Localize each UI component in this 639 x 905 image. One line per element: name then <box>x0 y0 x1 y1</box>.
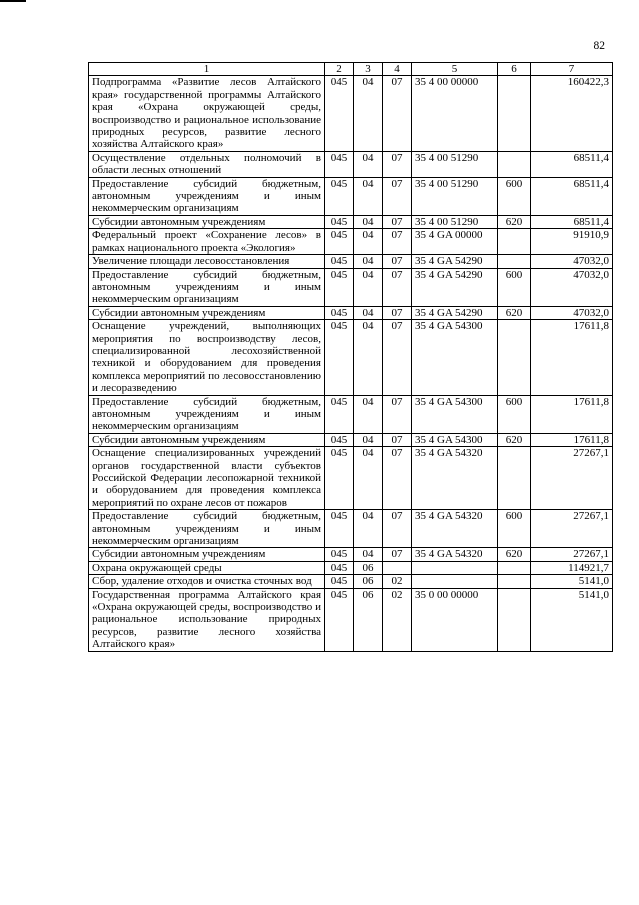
row-name-cell: Государственная программа Алтайского края «Охрана окружающей среды, воспроизводство и рациональное использование природных ресурсов, развитие лесного хозяйства Алтайского края» <box>89 588 325 651</box>
expense-type-cell <box>498 447 531 510</box>
row-name-cell: Увеличение площади лесовосстановления <box>89 255 325 268</box>
row-name-cell: Предоставление субсидий бюджетным, автономным учреждениям и иным некоммерческим организациям <box>89 510 325 548</box>
row-name-cell: Сбор, удаление отходов и очистка сточных вод <box>89 575 325 588</box>
grbs-code-cell: 045 <box>325 320 354 395</box>
target-article-cell: 35 4 00 00000 <box>412 76 498 151</box>
subsection-code-cell <box>383 561 412 574</box>
row-name-cell: Субсидии автономным учреждениям <box>89 433 325 446</box>
expense-type-cell <box>498 588 531 651</box>
section-code-cell: 04 <box>354 447 383 510</box>
row-name-cell: Предоставление субсидий бюджетным, автономным учреждениям и иным некоммерческим организациям <box>89 268 325 306</box>
table-row <box>89 76 613 151</box>
amount-cell: 5141,0 <box>531 575 613 588</box>
target-article-cell: 35 4 GA 54290 <box>412 268 498 306</box>
section-code-cell: 06 <box>354 561 383 574</box>
subsection-code-cell: 07 <box>383 76 412 151</box>
target-article-cell: 35 4 GA 54320 <box>412 548 498 561</box>
row-name-cell: Федеральный проект «Сохранение лесов» в рамках национального проекта «Экология» <box>89 229 325 255</box>
section-code-cell: 04 <box>354 177 383 215</box>
target-article-cell: 35 4 GA 54320 <box>412 510 498 548</box>
amount-cell: 17611,8 <box>531 433 613 446</box>
row-name-cell: Охрана окружающей среды <box>89 561 325 574</box>
table-row <box>89 588 613 651</box>
expense-type-cell <box>498 575 531 588</box>
table-row <box>89 268 613 306</box>
grbs-code-cell: 045 <box>325 548 354 561</box>
table-row <box>89 320 613 395</box>
target-article-cell: 35 4 GA 00000 <box>412 229 498 255</box>
subsection-code-cell: 07 <box>383 268 412 306</box>
page-number: 82 <box>593 40 605 52</box>
table-row <box>89 561 613 574</box>
section-code-cell: 06 <box>354 588 383 651</box>
expense-type-cell: 600 <box>498 268 531 306</box>
table-row <box>89 177 613 215</box>
target-article-cell: 35 4 00 51290 <box>412 151 498 177</box>
section-code-cell: 04 <box>354 510 383 548</box>
table-row <box>89 151 613 177</box>
amount-cell: 68511,4 <box>531 151 613 177</box>
column-header: 5 <box>412 63 498 76</box>
target-article-cell: 35 4 GA 54300 <box>412 395 498 433</box>
subsection-code-cell: 07 <box>383 151 412 177</box>
table-row <box>89 306 613 319</box>
amount-cell: 17611,8 <box>531 395 613 433</box>
header-row <box>89 63 613 76</box>
section-code-cell: 04 <box>354 320 383 395</box>
table-row <box>89 215 613 228</box>
table-row <box>89 575 613 588</box>
column-header: 2 <box>325 63 354 76</box>
expense-type-cell: 600 <box>498 177 531 215</box>
expense-type-cell <box>498 229 531 255</box>
target-article-cell <box>412 561 498 574</box>
section-code-cell: 04 <box>354 306 383 319</box>
grbs-code-cell: 045 <box>325 215 354 228</box>
target-article-cell: 35 4 GA 54300 <box>412 433 498 446</box>
scan-edge-mark <box>0 0 26 2</box>
grbs-code-cell: 045 <box>325 588 354 651</box>
amount-cell: 68511,4 <box>531 177 613 215</box>
section-code-cell: 04 <box>354 433 383 446</box>
row-name-cell: Предоставление субсидий бюджетным, автономным учреждениям и иным некоммерческим организациям <box>89 395 325 433</box>
amount-cell: 160422,3 <box>531 76 613 151</box>
table-row <box>89 548 613 561</box>
section-code-cell: 04 <box>354 76 383 151</box>
grbs-code-cell: 045 <box>325 255 354 268</box>
section-code-cell: 06 <box>354 575 383 588</box>
amount-cell: 27267,1 <box>531 510 613 548</box>
expense-type-cell <box>498 151 531 177</box>
subsection-code-cell: 07 <box>383 255 412 268</box>
grbs-code-cell: 045 <box>325 76 354 151</box>
section-code-cell: 04 <box>354 395 383 433</box>
grbs-code-cell: 045 <box>325 447 354 510</box>
grbs-code-cell: 045 <box>325 561 354 574</box>
subsection-code-cell: 07 <box>383 447 412 510</box>
row-name-cell: Субсидии автономным учреждениям <box>89 548 325 561</box>
subsection-code-cell: 07 <box>383 215 412 228</box>
expense-type-cell: 600 <box>498 510 531 548</box>
target-article-cell: 35 4 GA 54320 <box>412 447 498 510</box>
subsection-code-cell: 02 <box>383 575 412 588</box>
subsection-code-cell: 07 <box>383 395 412 433</box>
row-name-cell: Предоставление субсидий бюджетным, автономным учреждениям и иным некоммерческим организациям <box>89 177 325 215</box>
row-name-cell: Осуществление отдельных полномочий в области лесных отношений <box>89 151 325 177</box>
subsection-code-cell: 07 <box>383 320 412 395</box>
amount-cell: 47032,0 <box>531 268 613 306</box>
target-article-cell: 35 4 GA 54290 <box>412 306 498 319</box>
expense-type-cell: 620 <box>498 433 531 446</box>
row-name-cell: Субсидии автономным учреждениям <box>89 306 325 319</box>
table-row <box>89 433 613 446</box>
section-code-cell: 04 <box>354 151 383 177</box>
grbs-code-cell: 045 <box>325 575 354 588</box>
grbs-code-cell: 045 <box>325 268 354 306</box>
section-code-cell: 04 <box>354 215 383 228</box>
table-row <box>89 395 613 433</box>
amount-cell: 114921,7 <box>531 561 613 574</box>
grbs-code-cell: 045 <box>325 177 354 215</box>
expense-type-cell: 600 <box>498 395 531 433</box>
subsection-code-cell: 07 <box>383 548 412 561</box>
expense-type-cell: 620 <box>498 306 531 319</box>
subsection-code-cell: 07 <box>383 177 412 215</box>
target-article-cell: 35 4 GA 54290 <box>412 255 498 268</box>
target-article-cell: 35 4 00 51290 <box>412 177 498 215</box>
section-code-cell: 04 <box>354 229 383 255</box>
grbs-code-cell: 045 <box>325 151 354 177</box>
grbs-code-cell: 045 <box>325 229 354 255</box>
section-code-cell: 04 <box>354 255 383 268</box>
row-name-cell: Субсидии автономным учреждениям <box>89 215 325 228</box>
subsection-code-cell: 07 <box>383 229 412 255</box>
table-row <box>89 255 613 268</box>
table-row <box>89 229 613 255</box>
row-name-cell: Подпрограмма «Развитие лесов Алтайского края» государственной программы Алтайского края «Охрана окружающей среды, воспроизводство и рациональное использование природных ресурсов, развитие лесного хозяйства Алтайского края» <box>89 76 325 151</box>
table-row <box>89 447 613 510</box>
subsection-code-cell: 07 <box>383 306 412 319</box>
target-article-cell <box>412 575 498 588</box>
section-code-cell: 04 <box>354 548 383 561</box>
target-article-cell: 35 4 GA 54300 <box>412 320 498 395</box>
amount-cell: 91910,9 <box>531 229 613 255</box>
expense-type-cell: 620 <box>498 548 531 561</box>
row-name-cell: Оснащение учреждений, выполняющих мероприятия по воспроизводству лесов, специализированной лесохозяйственной техникой и оборудованием для проведения комплекса мероприятий по лесовосстановлению и лесоразведению <box>89 320 325 395</box>
expense-type-cell <box>498 255 531 268</box>
amount-cell: 5141,0 <box>531 588 613 651</box>
target-article-cell: 35 0 00 00000 <box>412 588 498 651</box>
budget-table <box>88 62 613 652</box>
amount-cell: 68511,4 <box>531 215 613 228</box>
column-header: 1 <box>89 63 325 76</box>
grbs-code-cell: 045 <box>325 395 354 433</box>
expense-type-cell: 620 <box>498 215 531 228</box>
subsection-code-cell: 07 <box>383 510 412 548</box>
column-header: 4 <box>383 63 412 76</box>
grbs-code-cell: 045 <box>325 306 354 319</box>
subsection-code-cell: 07 <box>383 433 412 446</box>
grbs-code-cell: 045 <box>325 510 354 548</box>
grbs-code-cell: 045 <box>325 433 354 446</box>
amount-cell: 17611,8 <box>531 320 613 395</box>
row-name-cell: Оснащение специализированных учреждений органов государственной власти субъектов Российской Федерации лесопожарной техникой и оборудованием для проведения комплекса мероприятий по охране лесов от пожаров <box>89 447 325 510</box>
column-header: 7 <box>531 63 613 76</box>
amount-cell: 27267,1 <box>531 447 613 510</box>
target-article-cell: 35 4 00 51290 <box>412 215 498 228</box>
expense-type-cell <box>498 76 531 151</box>
amount-cell: 27267,1 <box>531 548 613 561</box>
section-code-cell: 04 <box>354 268 383 306</box>
subsection-code-cell: 02 <box>383 588 412 651</box>
table-row <box>89 510 613 548</box>
expense-type-cell <box>498 561 531 574</box>
amount-cell: 47032,0 <box>531 255 613 268</box>
column-header: 3 <box>354 63 383 76</box>
column-header: 6 <box>498 63 531 76</box>
amount-cell: 47032,0 <box>531 306 613 319</box>
expense-type-cell <box>498 320 531 395</box>
